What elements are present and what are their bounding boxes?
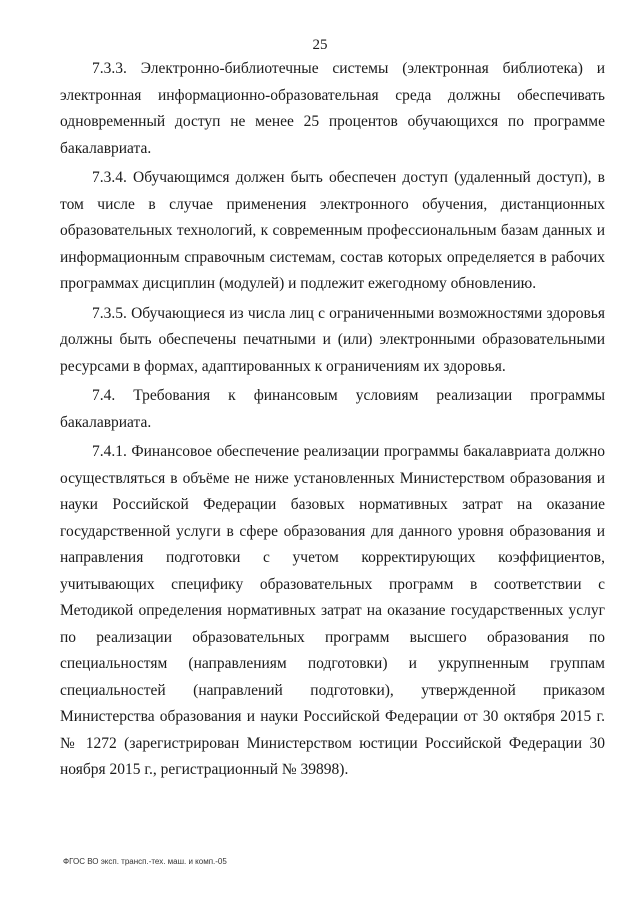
page-number: 25 (312, 37, 328, 53)
paragraph-7-3-5 (60, 301, 605, 381)
paragraph-7-3-3 (60, 56, 605, 162)
paragraph-text: Обучающиеся из числа лиц с ограниченными возможностями здоровья должны быть обеспечены печатными и (или) электронными образовательными ресурсами в формах, адаптированных к ограничениям их здоровья. (60, 304, 606, 375)
paragraph-7-4-1 (60, 439, 605, 784)
paragraph-7-4 (60, 383, 605, 436)
paragraph-number: 7.4.1. (92, 443, 127, 460)
paragraph-text: Финансовое обеспечение реализации программы бакалавриата должно осуществляться в объёме не ниже установленных Министерством образования и науки Российской Федерации базовых нормативных затрат на оказание государственной услуги в сфере образования для данного уровня образования и направления подготовки с учетом корректирующих коэффициентов, учитывающих специфику образовательных программ в соответствии с Методикой определения нормативных затрат на оказание государственных услуг по реализации образовательных программ высшего образования по специальностям (направлениям подготовки) и укрупненным группам специальностей (направлений подготовки), утвержденной приказом Министерства образования и науки Российской Федерации от 30 октября 2015 г. № 1272 (зарегистрирован Министерством юстиции Российской Федерации 30 ноября 2015 г., регистрационный № 39898). (60, 443, 605, 778)
paragraph-text: Обучающимся должен быть обеспечен доступ (удаленный доступ), в том числе в случае применения электронного обучения, дистанционных образовательных технологий, к современным профессиональным базам данных и информационным справочным системам, состав которых определяется в рабочих программах дисциплин (модулей) и подлежит ежегодному обновлению. (60, 169, 605, 292)
paragraph-text: Требования к финансовым условиям реализации программы бакалавриата. (60, 387, 605, 431)
paragraph-7-3-4 (60, 165, 605, 298)
paragraph-text: Электронно-библиотечные системы (электронная библиотека) и электронная информационно-образовательная среда должны обеспечивать одновременный доступ не менее 25 процентов обучающихся по программе бакалавриата. (60, 60, 605, 157)
footer-document-code: ФГОС ВО эксп. трансп.-тех. маш. и комп.-05 (63, 857, 227, 866)
paragraph-number: 7.3.5. (92, 304, 127, 322)
paragraph-number: 7.3.4. (92, 169, 127, 186)
paragraph-number: 7.4. (92, 387, 116, 404)
document-body (60, 56, 605, 787)
paragraph-number: 7.3.3. (92, 60, 127, 77)
